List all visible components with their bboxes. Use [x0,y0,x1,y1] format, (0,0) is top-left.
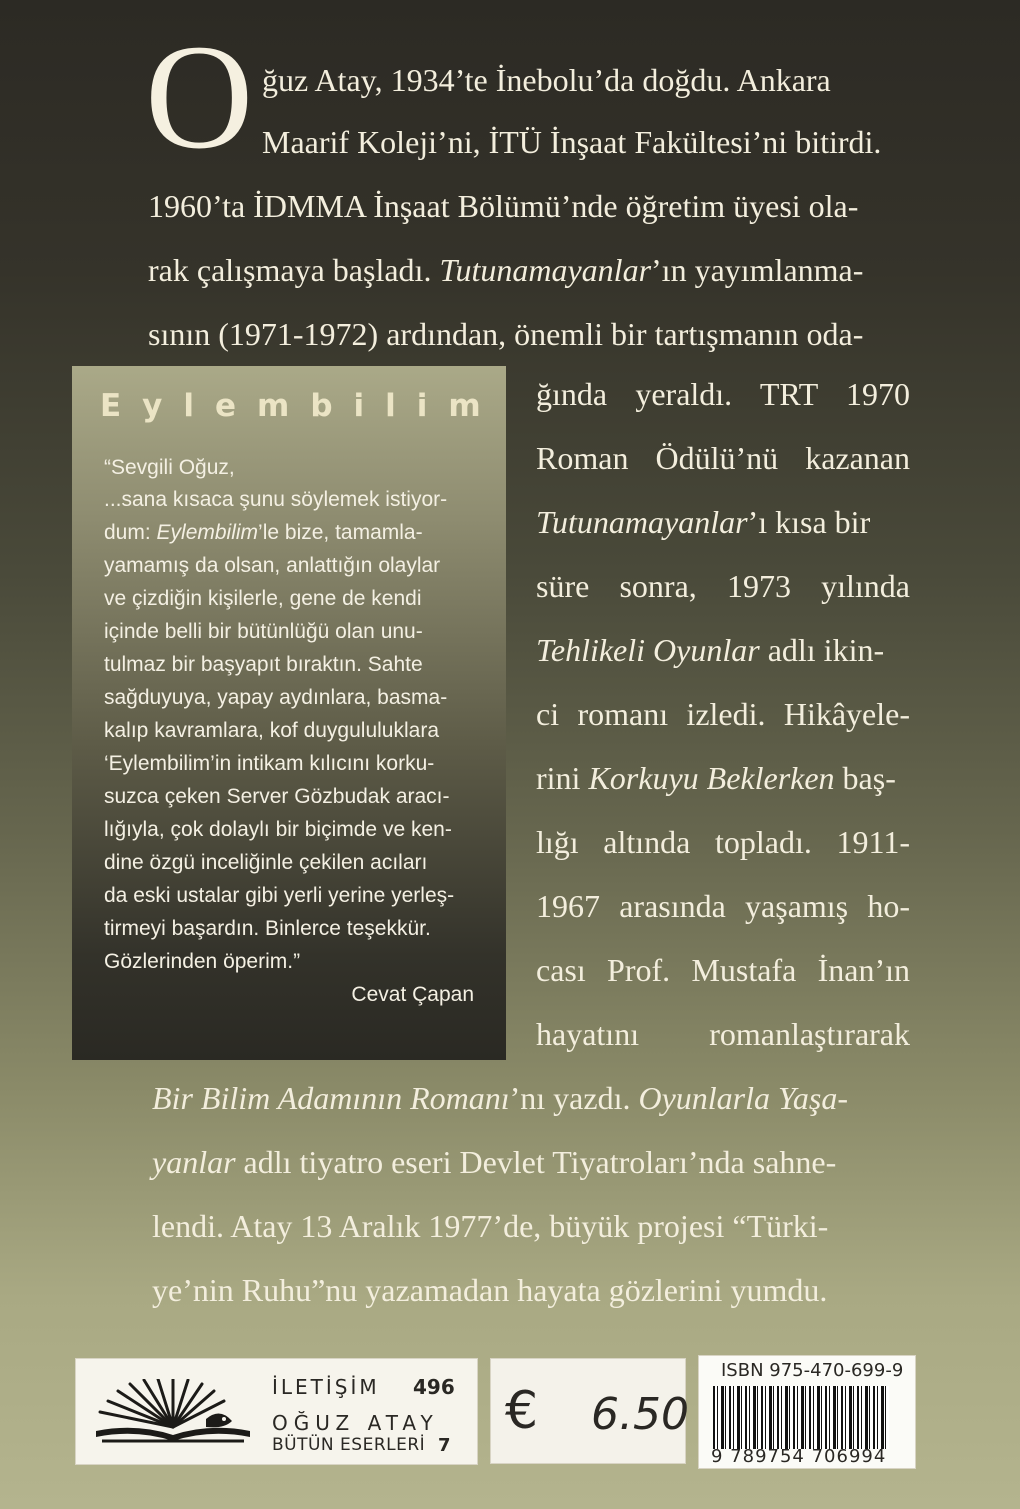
quote-line: suzca çeken Server Gözbudak aracı- [104,785,450,808]
series-author: OĞUZ ATAY [272,1411,439,1435]
bio-line: lığı altında topladı. 1911- [536,824,910,860]
bio-line: rak çalışmaya başladı. Tutunamayanlar’ın yayımlanma- [148,252,864,288]
bio-line: hayatını romanlaştırarak [536,1016,910,1052]
quote-line: da eski ustalar gibi yerli yerine yerleş- [104,884,455,907]
bio-line: ğuz Atay, 1934’te İnebolu’da doğdu. Ankara [262,62,831,98]
barcode-icon [713,1386,889,1449]
dropcap-letter: O [145,14,254,180]
quote-line: dum: Eylembilim’le bize, tamamla- [104,521,423,544]
bio-line: lendi. Atay 13 Aralık 1977’de, büyük projesi “Türki- [152,1208,829,1244]
bio-line: ye’nin Ruhu”nu yazamadan hayata gözlerini yumdu. [152,1272,828,1308]
bio-line: 1960’ta İDMMA İnşaat Bölümü’nde öğretim üyesi ola- [148,188,859,224]
quote-sidebar [72,366,506,1060]
price-currency: € [505,1381,539,1441]
bio-line: cası Prof. Mustafa İnan’ın [536,952,910,988]
bio-line: Bir Bilim Adamının Romanı’nı yazdı. Oyunlarla Yaşa- [152,1080,848,1116]
quote-line: “Sevgili Oğuz, [104,456,235,479]
quote-line: lığıyla, çok dolaylı bir biçimde ve ken- [104,818,452,841]
price-value: 6.50 [591,1389,689,1440]
bio-line: sının (1971-1972) ardından, önemli bir tartışmanın oda- [148,316,864,352]
quote-line: Gözlerinden öperim.” [104,950,301,973]
quote-line: yamamış da olsan, anlattığın olaylar [104,554,441,577]
quote-line: tirmeyi başardın. Binlerce teşekkür. [104,917,431,940]
bio-line: yanlar adlı tiyatro eseri Devlet Tiyatroları’nda sahne- [152,1144,837,1180]
price-sticker [490,1358,689,1464]
bio-line: Maarif Koleji’ni, İTÜ İnşaat Fakültesi’ni bitirdi. [262,124,882,160]
bio-line: ğında yeraldı. TRT 1970 [536,376,910,412]
barcode-digits: 9 789754 706994 [711,1446,887,1467]
bio-line: ci romanı izledi. Hikâyele- [536,696,910,732]
isbn-barcode-panel [698,1355,916,1469]
sidebar-title: Eylembilim [100,388,502,424]
bio-line: rini Korkuyu Beklerken baş- [536,760,896,796]
quote-line: ve çizdiğin kişilerle, gene de kendi [104,587,422,610]
bio-line: süre sonra, 1973 yılında [536,568,910,604]
quote-line: sağduyuya, yapay aydınlara, basma- [104,686,448,709]
hedgehog-book-logo-icon [88,1379,258,1449]
quote-line: ...sana kısaca şunu söylemek istiyor- [104,488,448,511]
quote-line: dine özgü inceliğinle çekilen acıları [104,851,428,874]
quote-line: ‘Eylembilim’in intikam kılıcını korku- [104,752,435,775]
series-number: 7 [438,1435,451,1456]
bio-line: Roman Ödülü’nü kazanan [536,440,910,476]
quote-line: içinde belli bir bütünlüğü olan unu- [104,620,423,643]
bio-line: Tutunamayanlar’ı kısa bir [536,504,871,540]
publisher-number: 496 [413,1375,455,1399]
quote-line: tulmaz bir başyapıt bıraktın. Sahte [104,653,423,676]
publisher-name: İLETİŞİM [272,1375,380,1399]
isbn-label: ISBN 975-470-699-9 [721,1360,904,1381]
publisher-panel [75,1358,478,1465]
series-name: BÜTÜN ESERLERİ [272,1435,426,1455]
bio-line: Tehlikeli Oyunlar adlı ikin- [536,632,885,668]
bio-line: 1967 arasında yaşamış ho- [536,888,910,924]
quote-author: Cevat Çapan [351,983,474,1006]
quote-line: kalıp kavramlara, kof duygululuklara [104,719,439,742]
